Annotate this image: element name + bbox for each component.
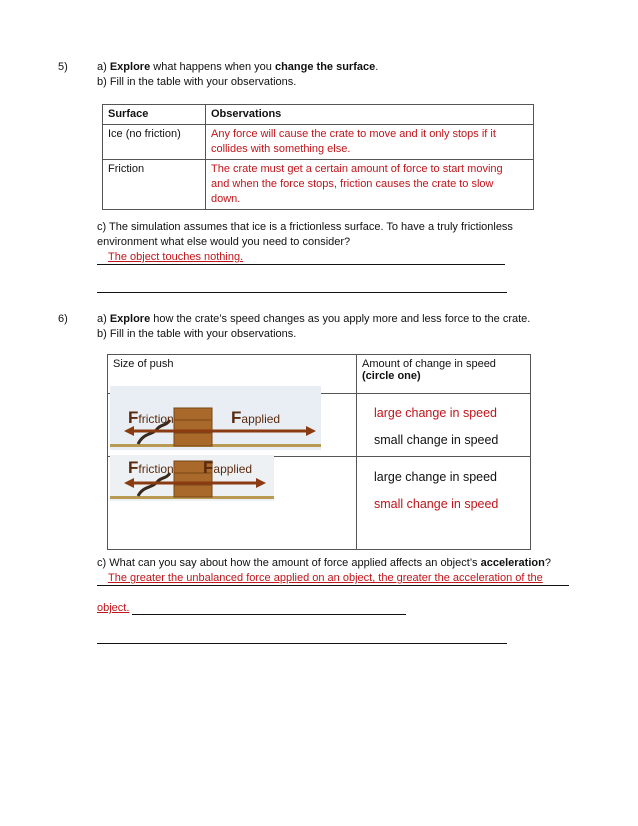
q6-c-end: ? [544, 557, 551, 569]
observation-line: collides with something else. [211, 143, 351, 155]
observation-cell [206, 125, 534, 160]
q5-part-c-line1: c) The simulation assumes that ice is a frictionless surface. To have a truly frictionless [97, 221, 513, 233]
q5-part-a [97, 61, 378, 73]
q6-part-a [97, 313, 530, 325]
friction-label: Ffriction [128, 408, 174, 427]
q5-c-answer[interactable]: The object touches nothing. [108, 251, 244, 263]
row1-option-small[interactable]: small change in speed [374, 433, 499, 447]
observation-cell [206, 160, 534, 210]
crate [174, 408, 212, 446]
header-observations: Observations [206, 105, 534, 125]
q5-a-bold: change the surface [274, 61, 376, 73]
q6-a-prefix: a) [97, 313, 110, 325]
answer-blank-line[interactable] [97, 292, 507, 293]
q5-a-prefix: a) [97, 61, 110, 73]
table-header-row [103, 105, 534, 125]
answer-underline [97, 585, 569, 586]
row1-option-large[interactable]: large change in speed [374, 406, 498, 420]
q5-part-c-line2: environment what else would you need to consider? [97, 236, 351, 248]
header-size-of-push: Size of push [108, 355, 357, 394]
row2-option-large[interactable]: large change in speed [374, 470, 498, 484]
q6-c-answer-line2[interactable]: object. [97, 602, 130, 614]
applied-label: Fapplied [231, 408, 281, 427]
q6-part-c [97, 557, 551, 569]
surface-cell: Friction [103, 160, 206, 210]
q5-part-b: b) Fill in the table with your observations. [97, 76, 297, 88]
q6-c-prefix: c) What can you say about how the amount of force applied affects an object’s [97, 557, 481, 569]
header-surface: Surface [103, 105, 206, 125]
answer-underline [97, 264, 505, 265]
header-change-cell [357, 355, 531, 394]
q5-number: 5) [58, 61, 68, 73]
q6-c-bold: acceleration [480, 557, 545, 569]
surface-cell: Ice (no friction) [103, 125, 206, 160]
table-row [103, 160, 534, 210]
q6-c-answer-line1[interactable]: The greater the unbalanced force applied on an object, the greater the acceleration of the [108, 572, 543, 584]
q6-a-rest: how the crate’s speed changes as you apply more and less force to the crate. [150, 313, 531, 325]
observation-line: The crate must get a certain amount of force to start moving [211, 163, 503, 175]
speed-change-table [107, 354, 531, 550]
answer-underline [132, 614, 406, 615]
option-cell [357, 394, 531, 457]
ground-line [110, 444, 321, 447]
applied-label: Fapplied [203, 458, 253, 477]
observation-line: Any force will cause the crate to move and it only stops if it [211, 128, 496, 140]
q5-a-mid: what happens when you [150, 61, 275, 73]
observation-line: down. [211, 193, 241, 205]
table-row [103, 125, 534, 160]
header-change: Amount of change in speed [362, 358, 496, 370]
row2-option-small[interactable]: small change in speed [374, 497, 499, 511]
header-circle-one: (circle one) [362, 370, 421, 382]
q5-a-explore: Explore [109, 61, 151, 73]
q6-a-explore: Explore [109, 313, 151, 325]
answer-blank-line[interactable] [97, 643, 507, 644]
friction-label: Ffriction [128, 458, 174, 477]
observation-line: and when the force stops, friction causes the crate to slow [211, 178, 494, 190]
q6-number: 6) [58, 313, 68, 325]
surface-observation-table [102, 104, 534, 210]
q6-part-b: b) Fill in the table with your observations. [97, 328, 297, 340]
q5-a-end: . [375, 61, 379, 73]
